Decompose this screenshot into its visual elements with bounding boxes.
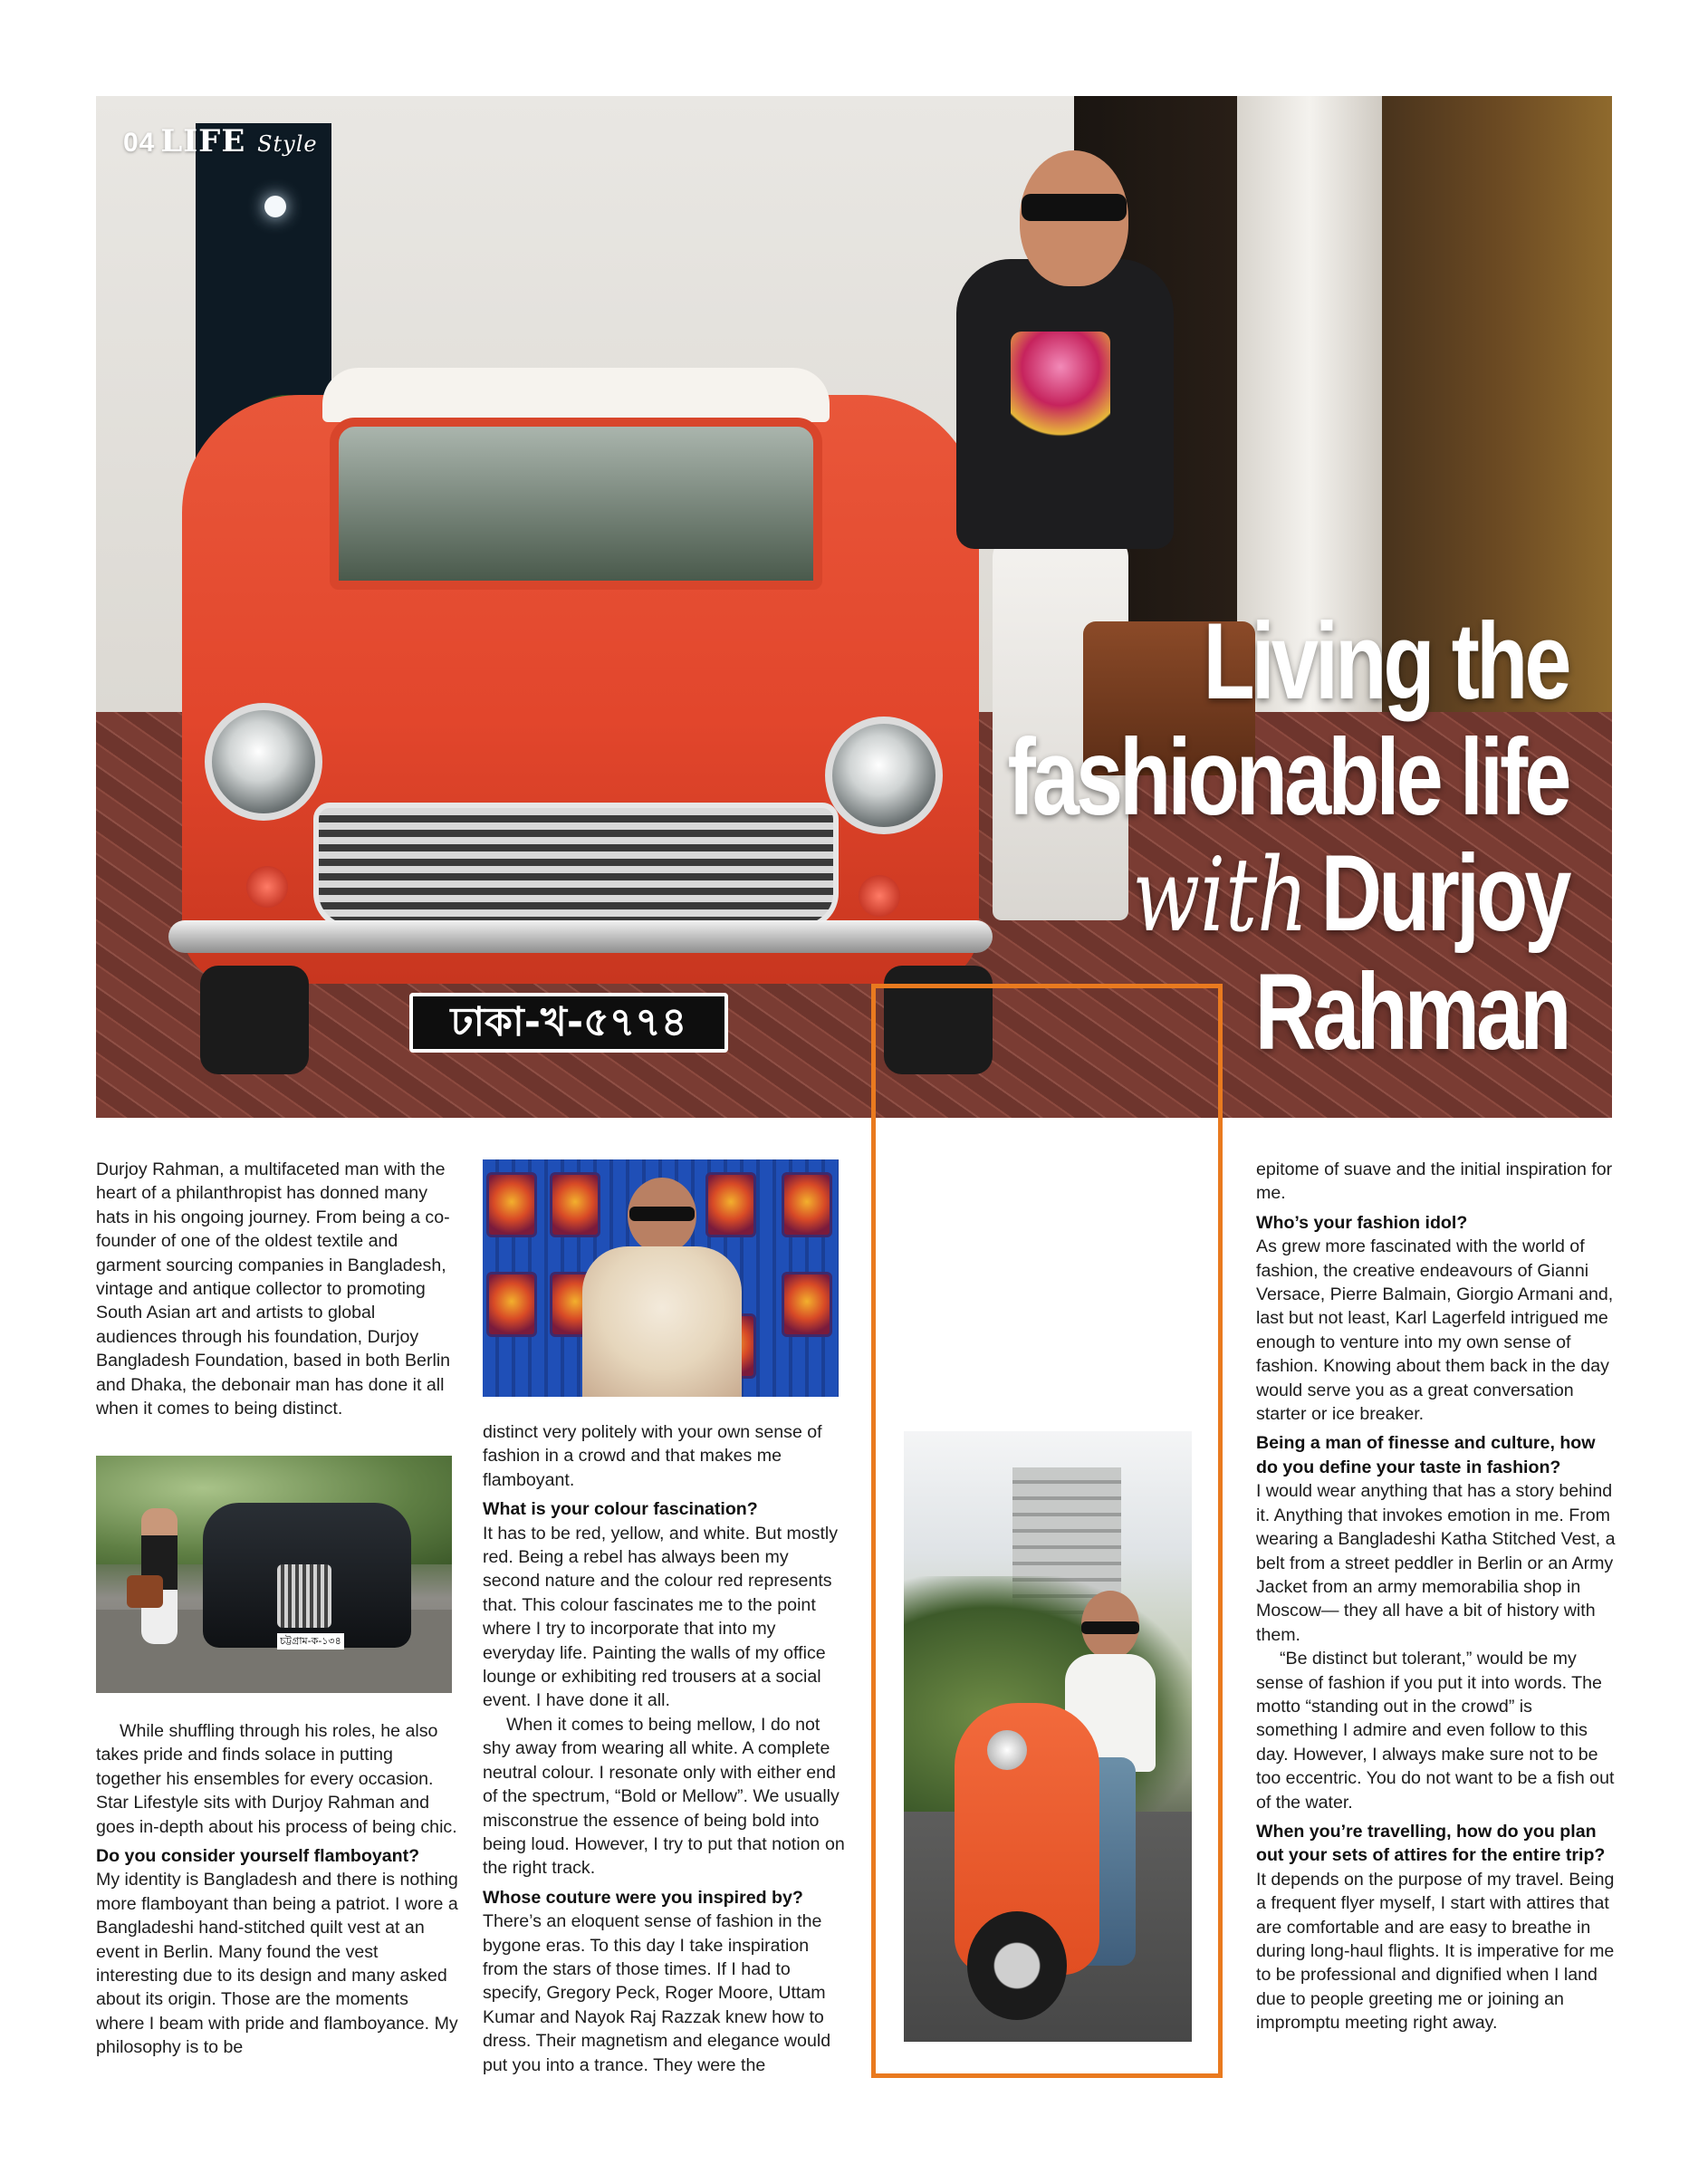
mini-car-roof [322,368,830,422]
answer-idol: As grew more fascinated with the world of fashion, the creative endeavours of Gianni Versace, Pierre Balmain, Giorgio Armani and, last but not least, Karl Lagerfeld intrigued me enough to venture into my own sense of fashion. Knowing about them back in the day would serve you as a great conversation starter or ice breaker. [1256,1236,1614,1425]
article-column-1 [96,1158,458,1420]
portrait-sunglasses [629,1207,695,1221]
masthead-title: LIFE [160,123,246,159]
mini-car-windshield [330,418,822,590]
vintage-car-plate: চট্টগ্রাম-ক-১৩৪ [277,1633,344,1650]
hero-lamp [264,196,286,217]
mini-car-grille [313,803,839,929]
headline-name-first: Durjoy [1320,832,1569,954]
headlight-left [205,703,322,821]
indicator-left [246,866,288,908]
indicator-right [859,875,900,917]
answer-travel: It depends on the purpose of my travel. Being a frequent flyer myself, I start with attires that are comfortable and are easy to breathe in during long-haul flights. It is imperative for me to be professional and dignified when I land due to people greeting me or joining an impromptu meeting right away. [1256,1869,1615,2034]
article-column-2 [483,1420,845,2077]
answer-taste: I would wear anything that has a story behind it. Anything that invokes emotion in me. From wearing a Bangladeshi Katha Stitched Vest, a belt from a street peddler in Berlin or an Army Jacket from an army memorabilia shop in Moscow— they all have a bit of history with them. [1256,1481,1616,1645]
masthead-logo [123,123,318,159]
hero-photo [96,96,1612,1118]
vintage-car-photo [96,1456,452,1693]
answer-colour: It has to be red, yellow, and white. But mostly red. Being a rebel has always been my second nature and the colour red represents that. This colour fascinates me to the point where I try to incorporate that into my everyday life. Painting the walls of my office lounge or exhibiting red trousers at a social event. I have done it all. [483,1523,839,1711]
answer-couture-continued: epitome of suave and the initial inspiration for me. [1256,1159,1613,1204]
headline-line-3 [1008,832,1569,955]
answer-couture: There’s an eloquent sense of fashion in the bygone eras. To this day I take inspiration from the stars of those times. If I had to specify, Gregory Peck, Roger Moore, Uttam Kumar and Nayok Raj Razzak knew how to dress. Their magnetism and elegance would put you into a trance. They were the [483,1911,831,2075]
page-number: 04 [123,128,156,158]
question-taste: Being a man of finesse and culture, how do you define your taste in fashion? [1256,1433,1596,1477]
art-tile [486,1172,537,1237]
answer-flamboyant: My identity is Bangladesh and there is nothing more flamboyant than being a patriot. I wore a Bangladeshi hand-stitched quilt vest at an event in Berlin. Many found the vest interesting due to its design and many asked about its origin. Those are the moments where I beam with pride and flamboyance. My philosophy is to be [96,1870,458,2058]
article-column-3 [1256,1158,1618,2035]
question-idol: Who’s your fashion idol? [1256,1212,1468,1233]
tshirt-print [1011,332,1110,449]
scooter-photo [904,1431,1192,2042]
question-travel: When you’re travelling, how do you plan out your sets of attires for the entire trip? [1256,1821,1606,1866]
answer-colour-mellow: When it comes to being mellow, I do not shy away from wearing all white. A complete neutral colour. I resonate only with either end of the spectrum, “Bold or Mellow”. We usually misconstrue the essence of being bold into being loud. However, I try to put that notion on the right track. [483,1714,845,1879]
question-couture: Whose couture were you inspired by? [483,1887,803,1908]
vest-portrait-photo [483,1159,839,1397]
embroidered-vest [582,1246,742,1397]
headline-line-2: fashionable life [1008,717,1569,838]
vespa-wheel [967,1911,1067,2020]
question-colour: What is your colour fascination? [483,1499,758,1520]
rider-sunglasses [1081,1621,1139,1634]
wheel-left [200,966,309,1074]
headlight-right [825,717,943,834]
headline-line-1: Living the [1203,601,1569,722]
paragraph-roles: While shuffling through his roles, he also takes pride and finds solace in putting together his ensembles for every occasion. Star Lifestyle sits with Durjoy Rahman and goes in-depth about his process of being chic. [96,1721,457,1837]
headline-line-4: Rahman [1255,951,1569,1073]
answer-taste-motto: “Be distinct but tolerant,” would be my sense of fashion if you put it into words. The motto “standing out in the crowd” is something I admire and even follow to this day. However, I always make sure not to be too eccentric. You do not want to be a fish out of the water. [1256,1649,1615,1813]
license-plate: ঢাকা-খ-৫৭৭৪ [409,993,728,1053]
vintage-car-grille [277,1564,331,1628]
art-tile [782,1272,832,1337]
sunglasses [1022,194,1127,221]
art-tile [486,1272,537,1337]
briefcase [127,1575,163,1608]
intro-paragraph: Durjoy Rahman, a multifaceted man with the heart of a philanthropist has donned many hats in his ongoing journey. From being a co-founder of one of the oldest textile and garment sourcing companies in Bangladesh, vintage and antique collector to promoting South Asian art and artists to global audiences through his foundation, Durjoy Bangladesh Foundation, based in both Berlin and Dhaka, the debonair man has done it all when it comes to being distinct. [96,1159,451,1419]
question-flamboyant: Do you consider yourself flamboyant? [96,1846,420,1867]
answer-flamboyant-continued: distinct very politely with your own sense of fashion in a crowd and that makes me flamboyant. [483,1422,822,1490]
article-column-1-lower [96,1719,458,2060]
masthead-title-script: Style [257,131,318,157]
art-tile [550,1172,600,1237]
art-tile [782,1172,832,1237]
art-tile [705,1172,756,1237]
headline-with: with [1132,837,1309,955]
vespa-headlight [987,1730,1027,1770]
mini-car-bumper [168,920,993,953]
